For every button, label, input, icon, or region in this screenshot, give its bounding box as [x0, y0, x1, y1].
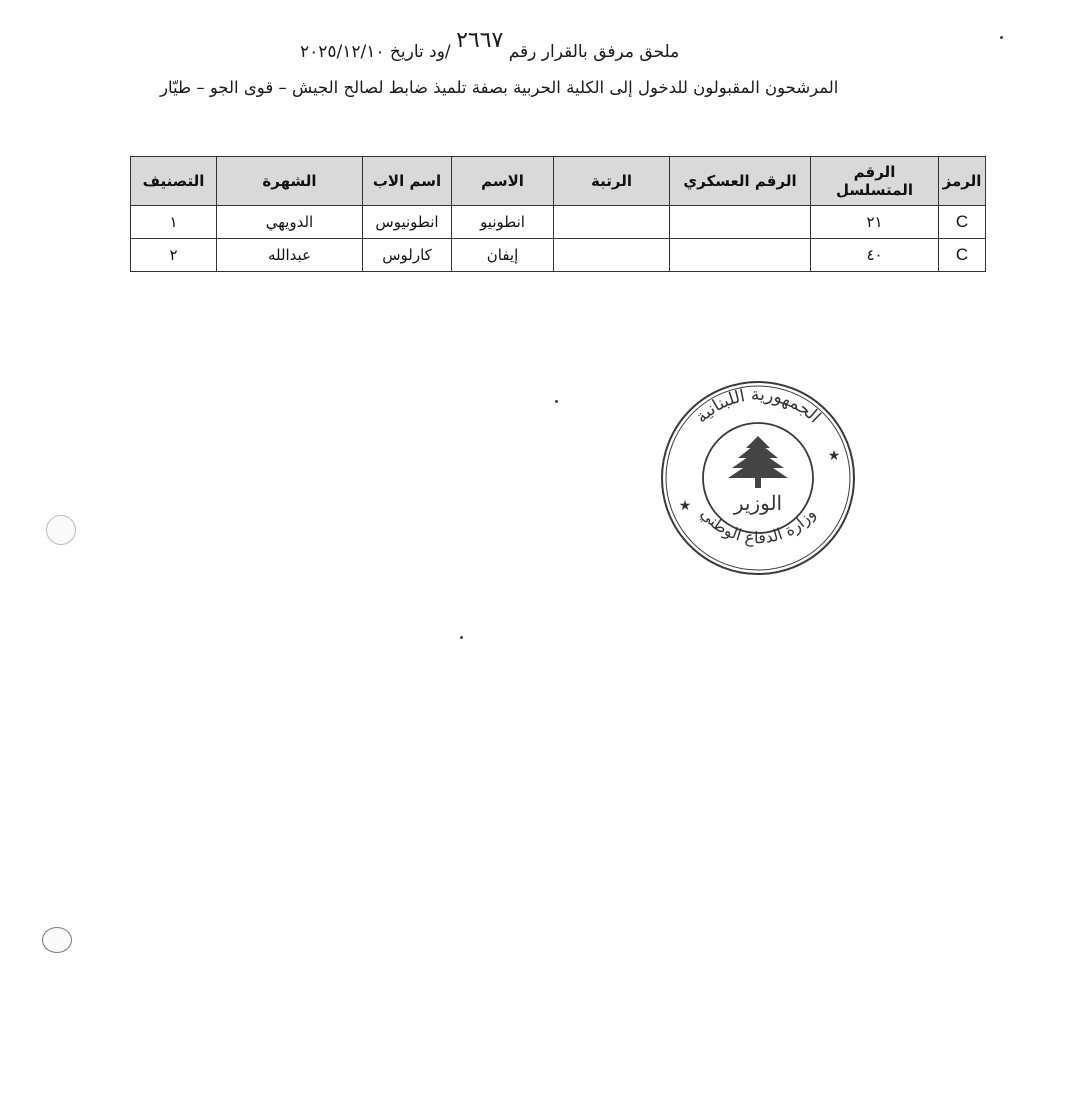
cell-ranking: ٢ [131, 239, 217, 272]
cell-family-name: الدويهي [217, 206, 363, 239]
column-header-ranking: التصنيف [131, 157, 217, 206]
annex-reference-line [300, 28, 680, 63]
svg-text:الوزير: الوزير [733, 491, 783, 515]
cedar-icon [728, 436, 788, 488]
cell-serial-number: ٤٠ [811, 239, 939, 272]
column-header-rank: الرتبة [554, 157, 670, 206]
punch-hole [42, 927, 72, 953]
cell-first-name: إيفان [452, 239, 554, 272]
column-header-code: الرمز [939, 157, 986, 206]
svg-text:الجمهورية اللبنانية: الجمهورية اللبنانية [691, 384, 825, 428]
cell-ranking: ١ [131, 206, 217, 239]
cell-military-number [670, 239, 811, 272]
annex-date: /ود تاريخ ٢٠٢٥/١٢/١٠ [300, 42, 451, 62]
svg-text:★: ★ [827, 448, 841, 464]
column-header-father-name: اسم الاب [363, 157, 452, 206]
document-subtitle: المرشحون المقبولون للدخول إلى الكلية الحربية بصفة تلميذ ضابط لصالح الجيش – قوى الجو – طيّار [160, 78, 839, 97]
cell-first-name: انطونيو [452, 206, 554, 239]
scan-speck [1000, 36, 1003, 39]
cell-code: C [939, 206, 986, 239]
cell-father-name: كارلوس [363, 239, 452, 272]
column-header-family-name: الشهرة [217, 157, 363, 206]
punch-hole [46, 515, 76, 545]
cell-military-number [670, 206, 811, 239]
column-header-first-name: الاسم [452, 157, 554, 206]
cell-father-name: انطونيوس [363, 206, 452, 239]
scan-speck [555, 400, 558, 403]
svg-text:★: ★ [678, 498, 692, 514]
svg-text:وزارة الدفاع الوطني: وزارة الدفاع الوطني [696, 504, 820, 548]
ministry-seal-graphic [658, 378, 858, 578]
cell-rank [554, 206, 670, 239]
handwritten-decision-number: ٢٦٦٧ [456, 28, 504, 53]
candidates-table [130, 156, 986, 272]
cell-code: C [939, 239, 986, 272]
table-row [131, 206, 986, 239]
table-header-row [131, 157, 986, 206]
annex-prefix: ملحق مرفق بالقرار رقم [508, 42, 680, 62]
table-row [131, 239, 986, 272]
ministry-seal [658, 378, 858, 578]
column-header-serial-number: الرقم المتسلسل [811, 157, 939, 206]
column-header-military-number: الرقم العسكري [670, 157, 811, 206]
cell-family-name: عبدالله [217, 239, 363, 272]
cell-rank [554, 239, 670, 272]
scan-speck [460, 636, 463, 639]
cell-serial-number: ٢١ [811, 206, 939, 239]
